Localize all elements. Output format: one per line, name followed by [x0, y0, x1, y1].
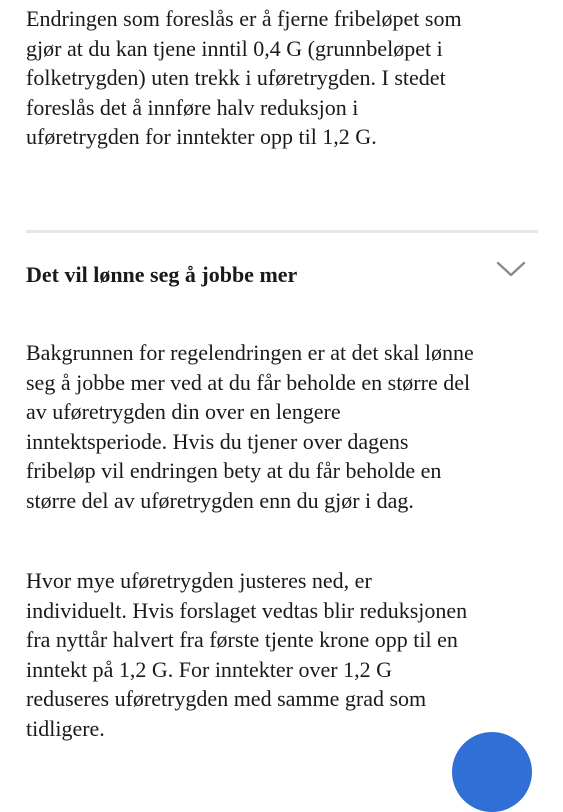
text-line: inntektsperiode. Hvis du tjener over dagens	[26, 428, 409, 454]
text-line: større del av uføretrygden enn du gjør i dag.	[26, 487, 414, 513]
text-line: Endringen som foreslås er å fjerne fribeløpet som	[26, 6, 462, 31]
accordion-title: Det vil lønne seg å jobbe mer	[26, 262, 298, 287]
text-line: folketrygden) uten trekk i uføretrygden. I stedet	[26, 65, 446, 90]
text-line: reduseres uføretrygden med samme grad som	[26, 686, 427, 711]
floating-action-button[interactable]	[452, 732, 532, 812]
text-line: inntekt på 1,2 G. For inntekter over 1,2 G	[26, 656, 392, 682]
text-line: tidligere.	[26, 715, 105, 741]
text-line: fribeløp vil endringen bety at du får beholde en	[26, 458, 442, 483]
text-line: fra nyttår halvert fra første tjente krone opp til en	[26, 627, 458, 652]
text-line: seg å jobbe mer ved at du får beholde en større del	[26, 369, 471, 395]
text-line: gjør at du kan tjene inntil 0,4 G (grunnbeløpet i	[26, 35, 443, 61]
article-paragraph-background	[26, 338, 546, 515]
chevron-down-icon[interactable]	[496, 258, 526, 280]
text-line: Hvor mye uføretrygden justeres ned, er	[26, 568, 372, 593]
text-line: Bakgrunnen for regelendringen er at det skal lønne	[26, 340, 474, 365]
article-paragraph-reduction	[26, 566, 546, 743]
article-paragraph-intro	[26, 4, 546, 152]
text-line: uføretrygden for inntekter opp til 1,2 G.	[26, 124, 377, 149]
text-line: av uføretrygden din over en lengere	[26, 399, 341, 424]
text-line: individuelt. Hvis forslaget vedtas blir reduksjonen	[26, 597, 468, 623]
accordion-header[interactable]	[26, 252, 538, 298]
text-line: foreslås det å innføre halv reduksjon i	[26, 94, 359, 120]
section-divider	[26, 230, 538, 233]
